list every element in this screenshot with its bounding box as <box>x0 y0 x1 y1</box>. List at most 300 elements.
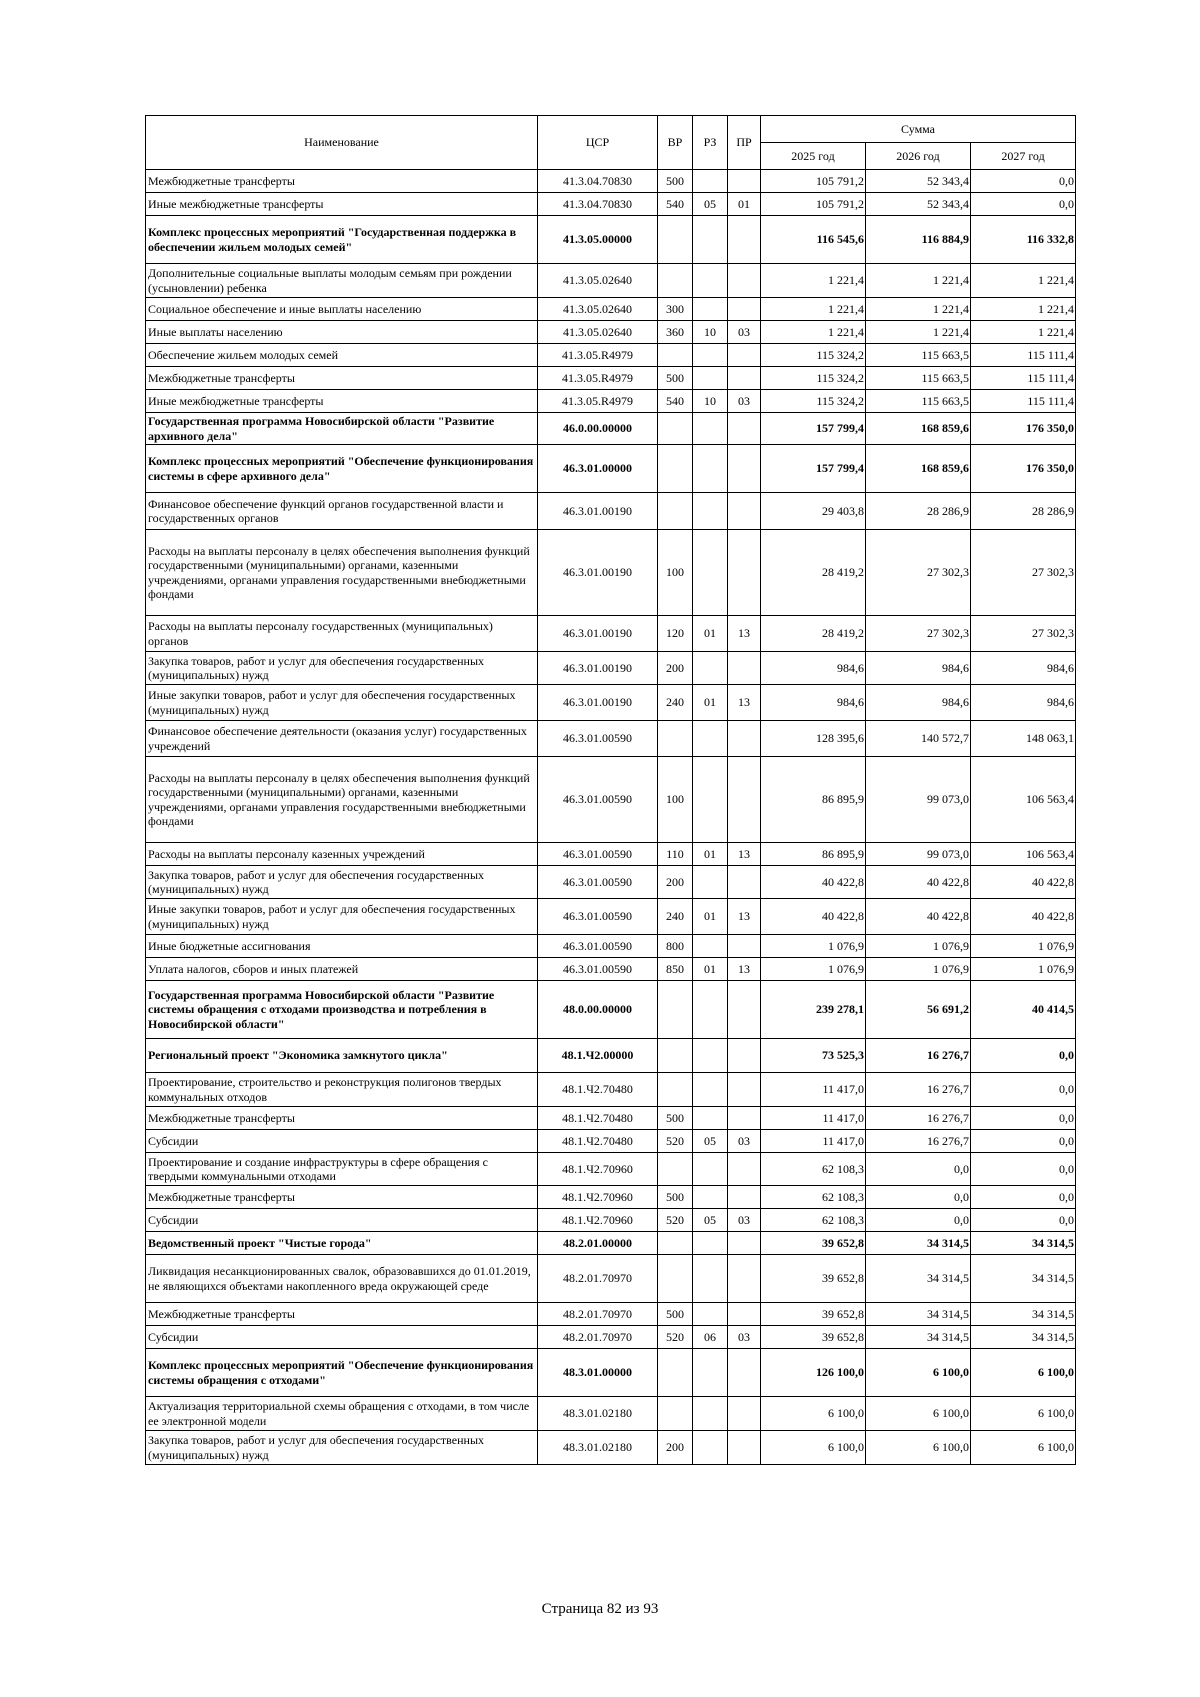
cell-vr <box>658 216 693 264</box>
cell-vr: 540 <box>658 390 693 413</box>
cell-pr <box>728 1153 761 1186</box>
cell-amount-2026: 52 343,4 <box>866 193 971 216</box>
cell-amount-2027: 0,0 <box>971 1073 1076 1107</box>
cell-amount-2026: 6 100,0 <box>866 1397 971 1431</box>
cell-csr: 48.1.Ч2.70480 <box>538 1107 658 1130</box>
cell-name: Субсидии <box>146 1130 538 1153</box>
budget-table <box>145 115 1076 1465</box>
cell-amount-2026: 0,0 <box>866 1153 971 1186</box>
cell-pr <box>728 1186 761 1209</box>
cell-csr: 46.3.01.00590 <box>538 935 658 958</box>
cell-vr: 850 <box>658 958 693 981</box>
cell-name: Обеспечение жильем молодых семей <box>146 344 538 367</box>
cell-csr: 46.3.01.00190 <box>538 652 658 685</box>
cell-amount-2025: 62 108,3 <box>761 1186 866 1209</box>
cell-rz: 10 <box>693 390 728 413</box>
cell-amount-2027: 0,0 <box>971 1130 1076 1153</box>
cell-name: Субсидии <box>146 1209 538 1232</box>
table-row <box>146 757 1076 843</box>
cell-vr: 240 <box>658 685 693 721</box>
cell-pr: 13 <box>728 843 761 866</box>
cell-amount-2025: 40 422,8 <box>761 866 866 899</box>
cell-rz <box>693 216 728 264</box>
cell-name: Расходы на выплаты персоналу в целях обеспечения выполнения функций государственными (муниципальными) органами, казенными учреждениями, органами управления государственными внебюджетными фондами <box>146 757 538 843</box>
header-rz: РЗ <box>693 116 728 170</box>
cell-csr: 48.1.Ч2.70480 <box>538 1130 658 1153</box>
cell-rz: 05 <box>693 1209 728 1232</box>
cell-amount-2027: 1 076,9 <box>971 958 1076 981</box>
cell-pr <box>728 1349 761 1397</box>
cell-rz <box>693 1186 728 1209</box>
cell-amount-2025: 40 422,8 <box>761 899 866 935</box>
cell-pr <box>728 413 761 445</box>
cell-amount-2027: 0,0 <box>971 1209 1076 1232</box>
cell-rz: 06 <box>693 1326 728 1349</box>
cell-amount-2027: 1 221,4 <box>971 321 1076 344</box>
cell-amount-2026: 0,0 <box>866 1209 971 1232</box>
cell-name: Межбюджетные трансферты <box>146 1107 538 1130</box>
cell-name: Комплекс процессных мероприятий "Обеспечение функционирования системы обращения с отходами" <box>146 1349 538 1397</box>
cell-amount-2025: 39 652,8 <box>761 1303 866 1326</box>
cell-csr: 48.2.01.70970 <box>538 1326 658 1349</box>
cell-name: Государственная программа Новосибирской области "Развитие архивного дела" <box>146 413 538 445</box>
table-row <box>146 1107 1076 1130</box>
cell-rz <box>693 866 728 899</box>
cell-amount-2027: 40 422,8 <box>971 899 1076 935</box>
cell-rz <box>693 445 728 493</box>
cell-pr <box>728 652 761 685</box>
cell-amount-2026: 27 302,3 <box>866 616 971 652</box>
cell-amount-2026: 1 221,4 <box>866 298 971 321</box>
cell-csr: 46.3.01.00590 <box>538 899 658 935</box>
cell-pr <box>728 1431 761 1465</box>
cell-csr: 48.0.00.00000 <box>538 981 658 1039</box>
cell-amount-2027: 6 100,0 <box>971 1349 1076 1397</box>
cell-amount-2025: 11 417,0 <box>761 1073 866 1107</box>
cell-vr <box>658 1073 693 1107</box>
cell-name: Субсидии <box>146 1326 538 1349</box>
cell-amount-2027: 0,0 <box>971 193 1076 216</box>
cell-vr: 500 <box>658 1303 693 1326</box>
cell-amount-2025: 11 417,0 <box>761 1130 866 1153</box>
cell-amount-2025: 239 278,1 <box>761 981 866 1039</box>
cell-vr: 200 <box>658 866 693 899</box>
cell-amount-2025: 29 403,8 <box>761 493 866 530</box>
cell-amount-2026: 27 302,3 <box>866 530 971 616</box>
cell-amount-2027: 34 314,5 <box>971 1255 1076 1303</box>
cell-rz: 01 <box>693 843 728 866</box>
page-number: Страница 82 из 93 <box>541 1601 659 1617</box>
cell-pr <box>728 757 761 843</box>
cell-vr <box>658 1153 693 1186</box>
cell-csr: 48.3.01.02180 <box>538 1431 658 1465</box>
cell-csr: 46.3.01.00190 <box>538 493 658 530</box>
cell-vr: 500 <box>658 1186 693 1209</box>
cell-pr: 03 <box>728 1209 761 1232</box>
cell-amount-2027: 984,6 <box>971 685 1076 721</box>
cell-csr: 41.3.04.70830 <box>538 193 658 216</box>
cell-pr: 13 <box>728 685 761 721</box>
cell-csr: 41.3.05.02640 <box>538 321 658 344</box>
cell-amount-2025: 11 417,0 <box>761 1107 866 1130</box>
cell-amount-2027: 1 221,4 <box>971 264 1076 298</box>
cell-name: Расходы на выплаты персоналу казенных учреждений <box>146 843 538 866</box>
table-row <box>146 958 1076 981</box>
cell-vr: 500 <box>658 1107 693 1130</box>
table-row <box>146 216 1076 264</box>
cell-rz <box>693 298 728 321</box>
cell-amount-2025: 28 419,2 <box>761 530 866 616</box>
cell-amount-2025: 984,6 <box>761 685 866 721</box>
cell-rz <box>693 413 728 445</box>
cell-amount-2026: 40 422,8 <box>866 899 971 935</box>
cell-csr: 46.3.01.00190 <box>538 616 658 652</box>
table-body <box>146 170 1076 1465</box>
header-pr: ПР <box>728 116 761 170</box>
cell-amount-2027: 148 063,1 <box>971 721 1076 757</box>
cell-csr: 41.3.05.02640 <box>538 298 658 321</box>
cell-name: Комплекс процессных мероприятий "Обеспечение функционирования системы в сфере архивного дела" <box>146 445 538 493</box>
cell-pr <box>728 344 761 367</box>
cell-pr <box>728 866 761 899</box>
cell-pr <box>728 170 761 193</box>
table-row <box>146 652 1076 685</box>
cell-amount-2025: 39 652,8 <box>761 1232 866 1255</box>
table-row <box>146 843 1076 866</box>
table-row <box>146 866 1076 899</box>
table-row <box>146 1255 1076 1303</box>
table-row <box>146 493 1076 530</box>
cell-vr: 540 <box>658 193 693 216</box>
cell-csr: 41.3.04.70830 <box>538 170 658 193</box>
cell-rz <box>693 344 728 367</box>
cell-amount-2026: 0,0 <box>866 1186 971 1209</box>
table-row <box>146 1039 1076 1073</box>
cell-amount-2027: 27 302,3 <box>971 616 1076 652</box>
table-row <box>146 445 1076 493</box>
cell-name: Проектирование, строительство и реконструкция полигонов твердых коммунальных отходов <box>146 1073 538 1107</box>
cell-amount-2027: 6 100,0 <box>971 1397 1076 1431</box>
table-row <box>146 193 1076 216</box>
cell-amount-2026: 116 884,9 <box>866 216 971 264</box>
cell-vr: 500 <box>658 367 693 390</box>
cell-amount-2026: 34 314,5 <box>866 1232 971 1255</box>
cell-csr: 48.1.Ч2.70960 <box>538 1153 658 1186</box>
cell-amount-2027: 34 314,5 <box>971 1326 1076 1349</box>
cell-csr: 46.3.01.00590 <box>538 757 658 843</box>
cell-amount-2027: 1 076,9 <box>971 935 1076 958</box>
cell-pr <box>728 264 761 298</box>
cell-rz: 05 <box>693 1130 728 1153</box>
cell-name: Региональный проект "Экономика замкнутого цикла" <box>146 1039 538 1073</box>
cell-vr <box>658 1039 693 1073</box>
header-year-2027: 2027 год <box>971 143 1076 170</box>
cell-amount-2025: 62 108,3 <box>761 1153 866 1186</box>
cell-name: Межбюджетные трансферты <box>146 170 538 193</box>
table-row <box>146 1349 1076 1397</box>
cell-pr <box>728 1232 761 1255</box>
cell-amount-2026: 984,6 <box>866 685 971 721</box>
cell-pr <box>728 445 761 493</box>
cell-amount-2027: 27 302,3 <box>971 530 1076 616</box>
cell-name: Комплекс процессных мероприятий "Государственная поддержка в обеспечении жильем молодых семей" <box>146 216 538 264</box>
table-row <box>146 1326 1076 1349</box>
cell-pr <box>728 935 761 958</box>
cell-name: Иные закупки товаров, работ и услуг для обеспечения государственных (муниципальных) нужд <box>146 685 538 721</box>
cell-vr: 800 <box>658 935 693 958</box>
cell-vr: 110 <box>658 843 693 866</box>
cell-amount-2026: 6 100,0 <box>866 1349 971 1397</box>
cell-amount-2026: 99 073,0 <box>866 843 971 866</box>
cell-amount-2025: 6 100,0 <box>761 1397 866 1431</box>
cell-rz <box>693 1255 728 1303</box>
cell-amount-2026: 1 076,9 <box>866 958 971 981</box>
cell-name: Межбюджетные трансферты <box>146 367 538 390</box>
cell-amount-2025: 157 799,4 <box>761 413 866 445</box>
cell-amount-2026: 6 100,0 <box>866 1431 971 1465</box>
cell-amount-2027: 0,0 <box>971 1039 1076 1073</box>
cell-rz <box>693 1303 728 1326</box>
cell-name: Социальное обеспечение и иные выплаты населению <box>146 298 538 321</box>
cell-pr: 03 <box>728 321 761 344</box>
cell-name: Закупка товаров, работ и услуг для обеспечения государственных (муниципальных) нужд <box>146 866 538 899</box>
table-row <box>146 1303 1076 1326</box>
cell-name: Финансовое обеспечение функций органов государственной власти и государственных органов <box>146 493 538 530</box>
cell-csr: 46.0.00.00000 <box>538 413 658 445</box>
cell-vr <box>658 264 693 298</box>
cell-amount-2025: 1 221,4 <box>761 298 866 321</box>
header-year-2025: 2025 год <box>761 143 866 170</box>
cell-csr: 46.3.01.00590 <box>538 958 658 981</box>
table-row <box>146 721 1076 757</box>
cell-pr: 03 <box>728 1130 761 1153</box>
cell-rz <box>693 530 728 616</box>
cell-csr: 48.1.Ч2.70960 <box>538 1186 658 1209</box>
cell-name: Иные закупки товаров, работ и услуг для обеспечения государственных (муниципальных) нужд <box>146 899 538 935</box>
cell-amount-2026: 16 276,7 <box>866 1130 971 1153</box>
cell-amount-2025: 105 791,2 <box>761 170 866 193</box>
cell-vr <box>658 721 693 757</box>
cell-name: Межбюджетные трансферты <box>146 1186 538 1209</box>
cell-rz: 05 <box>693 193 728 216</box>
table-row <box>146 1232 1076 1255</box>
cell-vr: 300 <box>658 298 693 321</box>
cell-csr: 48.1.Ч2.70960 <box>538 1209 658 1232</box>
cell-amount-2026: 34 314,5 <box>866 1255 971 1303</box>
cell-amount-2026: 115 663,5 <box>866 344 971 367</box>
table-row <box>146 1073 1076 1107</box>
cell-name: Проектирование и создание инфраструктуры в сфере обращения с твердыми коммунальными отходами <box>146 1153 538 1186</box>
cell-amount-2025: 62 108,3 <box>761 1209 866 1232</box>
header-year-2026: 2026 год <box>866 143 971 170</box>
cell-pr <box>728 721 761 757</box>
cell-amount-2027: 1 221,4 <box>971 298 1076 321</box>
cell-amount-2025: 1 076,9 <box>761 935 866 958</box>
cell-vr: 200 <box>658 1431 693 1465</box>
cell-amount-2025: 128 395,6 <box>761 721 866 757</box>
cell-amount-2026: 34 314,5 <box>866 1303 971 1326</box>
cell-amount-2025: 1 076,9 <box>761 958 866 981</box>
table-row <box>146 264 1076 298</box>
cell-pr <box>728 1073 761 1107</box>
cell-amount-2025: 28 419,2 <box>761 616 866 652</box>
cell-amount-2027: 176 350,0 <box>971 445 1076 493</box>
cell-rz <box>693 652 728 685</box>
table-row <box>146 1130 1076 1153</box>
cell-amount-2026: 34 314,5 <box>866 1326 971 1349</box>
cell-amount-2025: 39 652,8 <box>761 1326 866 1349</box>
cell-amount-2026: 16 276,7 <box>866 1039 971 1073</box>
cell-amount-2025: 116 545,6 <box>761 216 866 264</box>
table-header <box>146 116 1076 170</box>
cell-amount-2025: 115 324,2 <box>761 344 866 367</box>
cell-amount-2026: 40 422,8 <box>866 866 971 899</box>
cell-vr: 100 <box>658 757 693 843</box>
cell-amount-2026: 16 276,7 <box>866 1073 971 1107</box>
cell-amount-2027: 106 563,4 <box>971 757 1076 843</box>
cell-rz <box>693 493 728 530</box>
cell-pr <box>728 1039 761 1073</box>
cell-pr: 13 <box>728 958 761 981</box>
cell-amount-2026: 168 859,6 <box>866 413 971 445</box>
cell-name: Ликвидация несанкционированных свалок, образовавшихся до 01.01.2019, не являющихся объектами накопленного вреда окружающей среде <box>146 1255 538 1303</box>
cell-csr: 48.2.01.70970 <box>538 1303 658 1326</box>
cell-csr: 41.3.05.R4979 <box>538 344 658 367</box>
cell-rz <box>693 935 728 958</box>
cell-amount-2027: 34 314,5 <box>971 1232 1076 1255</box>
cell-amount-2026: 1 076,9 <box>866 935 971 958</box>
cell-rz <box>693 1107 728 1130</box>
cell-vr: 520 <box>658 1130 693 1153</box>
cell-vr <box>658 1232 693 1255</box>
cell-amount-2027: 106 563,4 <box>971 843 1076 866</box>
cell-csr: 41.3.05.02640 <box>538 264 658 298</box>
cell-csr: 48.1.Ч2.00000 <box>538 1039 658 1073</box>
table-row <box>146 1431 1076 1465</box>
table-row <box>146 899 1076 935</box>
cell-name: Межбюджетные трансферты <box>146 1303 538 1326</box>
cell-amount-2026: 56 691,2 <box>866 981 971 1039</box>
cell-amount-2027: 984,6 <box>971 652 1076 685</box>
cell-pr <box>728 981 761 1039</box>
cell-name: Иные межбюджетные трансферты <box>146 390 538 413</box>
cell-pr <box>728 1255 761 1303</box>
cell-pr <box>728 216 761 264</box>
cell-name: Расходы на выплаты персоналу государственных (муниципальных) органов <box>146 616 538 652</box>
cell-rz <box>693 264 728 298</box>
cell-pr <box>728 530 761 616</box>
cell-rz <box>693 1431 728 1465</box>
table-row <box>146 981 1076 1039</box>
cell-vr: 240 <box>658 899 693 935</box>
cell-vr <box>658 981 693 1039</box>
cell-amount-2027: 0,0 <box>971 1186 1076 1209</box>
cell-csr: 41.3.05.00000 <box>538 216 658 264</box>
table-row <box>146 367 1076 390</box>
cell-name: Иные выплаты населению <box>146 321 538 344</box>
cell-name: Уплата налогов, сборов и иных платежей <box>146 958 538 981</box>
header-name: Наименование <box>146 116 538 170</box>
cell-vr <box>658 493 693 530</box>
header-vr: ВР <box>658 116 693 170</box>
cell-amount-2027: 0,0 <box>971 170 1076 193</box>
cell-amount-2027: 40 414,5 <box>971 981 1076 1039</box>
cell-rz <box>693 367 728 390</box>
table-row <box>146 344 1076 367</box>
cell-csr: 46.3.01.00590 <box>538 721 658 757</box>
cell-rz: 01 <box>693 958 728 981</box>
cell-rz <box>693 721 728 757</box>
cell-amount-2025: 86 895,9 <box>761 757 866 843</box>
cell-vr <box>658 1397 693 1431</box>
cell-amount-2027: 115 111,4 <box>971 344 1076 367</box>
table-row <box>146 1397 1076 1431</box>
cell-rz <box>693 1039 728 1073</box>
cell-pr <box>728 1397 761 1431</box>
cell-amount-2027: 176 350,0 <box>971 413 1076 445</box>
cell-csr: 48.2.01.00000 <box>538 1232 658 1255</box>
cell-rz: 01 <box>693 685 728 721</box>
cell-amount-2026: 140 572,7 <box>866 721 971 757</box>
cell-amount-2025: 115 324,2 <box>761 367 866 390</box>
cell-amount-2027: 28 286,9 <box>971 493 1076 530</box>
cell-rz <box>693 1232 728 1255</box>
cell-amount-2026: 99 073,0 <box>866 757 971 843</box>
cell-amount-2025: 115 324,2 <box>761 390 866 413</box>
cell-name: Закупка товаров, работ и услуг для обеспечения государственных (муниципальных) нужд <box>146 652 538 685</box>
cell-amount-2026: 16 276,7 <box>866 1107 971 1130</box>
cell-amount-2025: 1 221,4 <box>761 264 866 298</box>
cell-vr: 520 <box>658 1209 693 1232</box>
cell-vr <box>658 344 693 367</box>
cell-amount-2027: 0,0 <box>971 1107 1076 1130</box>
table-row <box>146 685 1076 721</box>
cell-amount-2025: 6 100,0 <box>761 1431 866 1465</box>
cell-amount-2027: 40 422,8 <box>971 866 1076 899</box>
header-sum: Сумма <box>761 116 1076 143</box>
cell-pr <box>728 298 761 321</box>
cell-rz: 01 <box>693 616 728 652</box>
cell-rz <box>693 1397 728 1431</box>
cell-pr: 13 <box>728 616 761 652</box>
cell-name: Ведомственный проект "Чистые города" <box>146 1232 538 1255</box>
table-row <box>146 298 1076 321</box>
cell-vr: 120 <box>658 616 693 652</box>
cell-vr <box>658 445 693 493</box>
cell-amount-2027: 6 100,0 <box>971 1431 1076 1465</box>
cell-amount-2025: 39 652,8 <box>761 1255 866 1303</box>
cell-pr <box>728 1303 761 1326</box>
cell-amount-2026: 1 221,4 <box>866 321 971 344</box>
cell-amount-2027: 34 314,5 <box>971 1303 1076 1326</box>
header-csr: ЦСР <box>538 116 658 170</box>
cell-vr: 100 <box>658 530 693 616</box>
cell-rz <box>693 981 728 1039</box>
cell-vr: 360 <box>658 321 693 344</box>
cell-name: Закупка товаров, работ и услуг для обеспечения государственных (муниципальных) нужд <box>146 1431 538 1465</box>
cell-csr: 41.3.05.R4979 <box>538 367 658 390</box>
cell-amount-2027: 115 111,4 <box>971 367 1076 390</box>
cell-amount-2025: 73 525,3 <box>761 1039 866 1073</box>
cell-name: Иные межбюджетные трансферты <box>146 193 538 216</box>
cell-name: Дополнительные социальные выплаты молодым семьям при рождении (усыновлении) ребенка <box>146 264 538 298</box>
table-row <box>146 321 1076 344</box>
cell-amount-2025: 86 895,9 <box>761 843 866 866</box>
cell-name: Иные бюджетные ассигнования <box>146 935 538 958</box>
cell-amount-2027: 0,0 <box>971 1153 1076 1186</box>
table-row <box>146 616 1076 652</box>
cell-csr: 48.2.01.70970 <box>538 1255 658 1303</box>
